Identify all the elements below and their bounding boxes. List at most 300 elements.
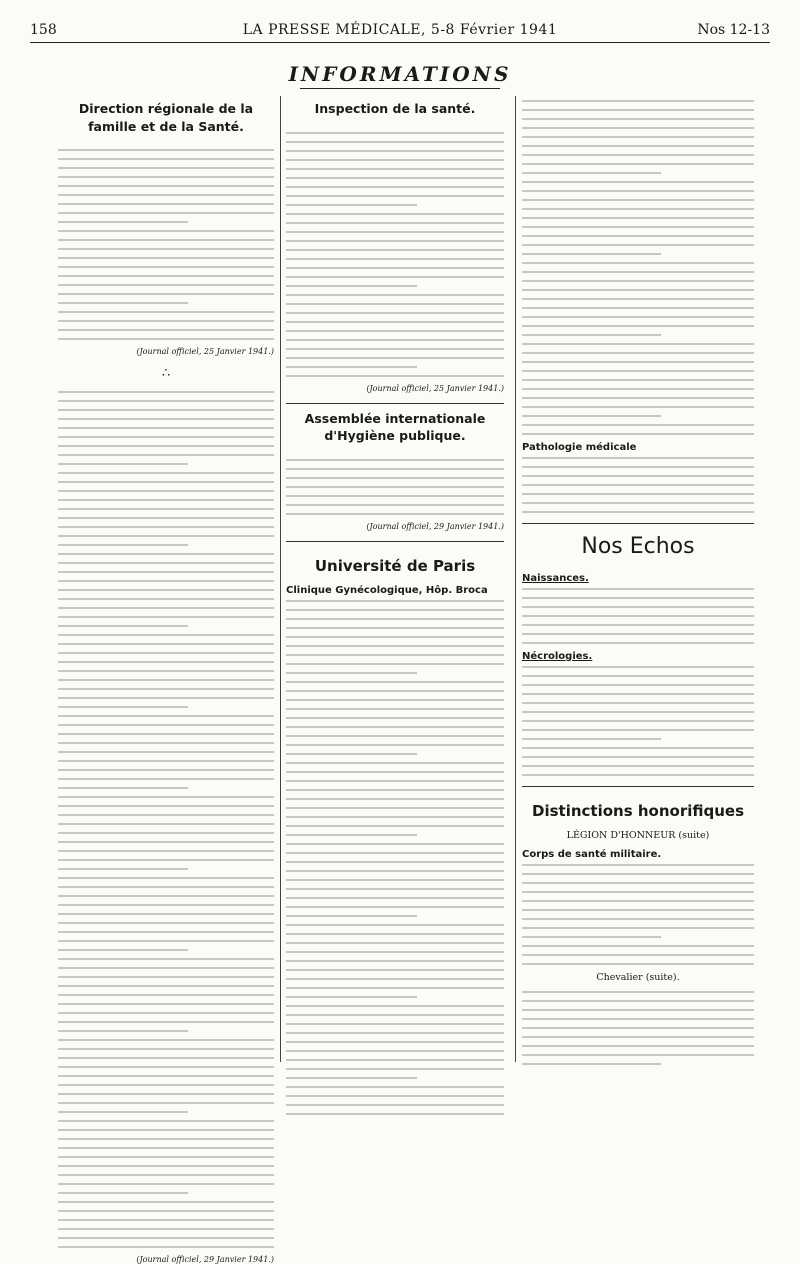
column-1	[58, 96, 274, 1264]
text-line	[58, 553, 274, 555]
text-line	[286, 1032, 504, 1034]
text-line	[286, 1086, 504, 1088]
text-line	[522, 1045, 754, 1047]
text-line	[286, 726, 504, 728]
text-line	[58, 1219, 274, 1221]
text-line	[286, 240, 504, 242]
text-line	[58, 661, 274, 663]
text-line	[58, 517, 274, 519]
text-line	[58, 1093, 274, 1095]
text-line	[522, 136, 754, 138]
text-line	[522, 244, 754, 246]
text-line	[522, 597, 754, 599]
text-line	[522, 633, 754, 635]
text-line	[286, 339, 504, 341]
text-line	[522, 457, 754, 459]
text-line	[286, 708, 504, 710]
text-line	[522, 298, 754, 300]
text-line	[286, 735, 504, 737]
text-line	[522, 370, 754, 372]
body-text-block	[286, 459, 504, 515]
text-line	[58, 508, 274, 510]
text-line	[522, 334, 661, 336]
text-line	[522, 738, 661, 740]
text-line	[286, 825, 504, 827]
text-line	[522, 1054, 754, 1056]
text-line	[522, 253, 661, 255]
text-line	[58, 823, 274, 825]
text-line	[522, 927, 754, 929]
text-line	[286, 879, 504, 881]
title-rule	[300, 88, 500, 89]
text-line	[286, 459, 504, 461]
text-line	[286, 195, 504, 197]
text-line	[58, 1165, 274, 1167]
text-line	[286, 1059, 504, 1061]
text-line	[286, 222, 504, 224]
text-line	[58, 284, 274, 286]
text-line	[522, 262, 754, 264]
text-line	[58, 580, 274, 582]
text-line	[58, 562, 274, 564]
text-line	[286, 627, 504, 629]
text-line	[58, 1201, 274, 1203]
text-line	[58, 877, 274, 879]
text-line	[58, 733, 274, 735]
text-line	[58, 724, 274, 726]
text-line	[522, 280, 754, 282]
heading-direction-regionale: Direction régionale de la famille et de la Santé.	[78, 101, 254, 134]
text-line	[58, 221, 188, 223]
text-line	[286, 231, 504, 233]
heading-universite-paris: Université de Paris	[314, 556, 476, 575]
text-line	[522, 316, 754, 318]
text-line	[522, 588, 754, 590]
text-line	[522, 606, 754, 608]
text-line	[522, 226, 754, 228]
text-line	[286, 1077, 417, 1079]
text-line	[286, 1014, 504, 1016]
text-line	[58, 1057, 274, 1059]
separator-rule	[286, 541, 504, 542]
text-line	[58, 544, 188, 546]
text-line	[58, 1246, 274, 1248]
text-line	[522, 415, 661, 417]
text-line	[286, 486, 504, 488]
text-line	[58, 1048, 274, 1050]
text-line	[522, 765, 754, 767]
text-line	[286, 375, 504, 377]
text-line	[286, 699, 504, 701]
text-line	[522, 918, 754, 920]
text-line	[286, 717, 504, 719]
text-line	[286, 312, 504, 314]
text-line	[58, 778, 274, 780]
text-line	[522, 325, 754, 327]
text-line	[286, 762, 504, 764]
text-line	[286, 348, 504, 350]
body-text-block	[58, 149, 274, 340]
text-line	[286, 816, 504, 818]
text-line	[286, 969, 504, 971]
text-line	[58, 149, 274, 151]
text-line	[286, 789, 504, 791]
body-text-block	[522, 588, 754, 644]
source-citation: (Journal officiel, 29 Janvier 1941.)	[136, 1255, 274, 1264]
text-line	[286, 807, 504, 809]
text-line	[58, 436, 274, 438]
issue-number: Nos 12-13	[697, 22, 770, 38]
text-line	[58, 418, 274, 420]
text-line	[522, 208, 754, 210]
text-line	[286, 303, 504, 305]
text-line	[522, 900, 754, 902]
source-citation: (Journal officiel, 29 Janvier 1941.)	[366, 521, 504, 531]
text-line	[58, 670, 274, 672]
separator-rule	[286, 403, 504, 404]
text-line	[58, 1066, 274, 1068]
body-text-block	[522, 864, 754, 965]
text-line	[58, 940, 274, 942]
text-line	[286, 213, 504, 215]
text-line	[58, 976, 274, 978]
text-line	[286, 942, 504, 944]
page-number: 158	[30, 22, 57, 38]
text-line	[286, 987, 504, 989]
text-line	[58, 320, 274, 322]
text-line	[522, 154, 754, 156]
text-line	[522, 352, 754, 354]
source-citation: (Journal officiel, 25 Janvier 1941.)	[366, 383, 504, 393]
text-line	[286, 636, 504, 638]
text-line	[286, 753, 417, 755]
text-line	[286, 933, 504, 935]
text-line	[522, 163, 754, 165]
text-line	[58, 293, 274, 295]
text-line	[522, 397, 754, 399]
body-text-block	[286, 600, 504, 1115]
text-line	[58, 302, 188, 304]
text-line	[58, 625, 188, 627]
text-line	[522, 720, 754, 722]
text-line	[522, 511, 754, 513]
text-line	[286, 834, 417, 836]
text-line	[522, 235, 754, 237]
text-line	[522, 379, 754, 381]
text-line	[58, 787, 188, 789]
legion-honneur-label: LÉGION D'HONNEUR (suite)	[566, 829, 710, 841]
text-line	[58, 598, 274, 600]
text-line	[286, 1068, 504, 1070]
text-line	[58, 607, 274, 609]
text-line	[522, 666, 754, 668]
text-line	[286, 366, 417, 368]
text-line	[58, 472, 274, 474]
text-line	[58, 1102, 274, 1104]
text-line	[58, 311, 274, 313]
text-line	[286, 1041, 504, 1043]
source-citation: (Journal officiel, 25 Janvier 1941.)	[136, 347, 274, 356]
subheading-clinique-gynecologique: Clinique Gynécologique, Hôp. Broca	[286, 584, 488, 596]
text-line	[58, 1120, 274, 1122]
text-line	[58, 805, 274, 807]
text-line	[522, 642, 754, 644]
separator-rule	[522, 523, 754, 524]
text-line	[58, 571, 274, 573]
text-line	[286, 1005, 504, 1007]
text-line	[522, 1018, 754, 1020]
text-line	[286, 330, 504, 332]
text-line	[522, 936, 661, 938]
text-line	[286, 276, 504, 278]
text-line	[286, 141, 504, 143]
text-line	[286, 1104, 504, 1106]
text-line	[58, 212, 274, 214]
text-line	[286, 690, 504, 692]
section-ornament: ∴	[161, 366, 171, 381]
text-line	[58, 445, 274, 447]
text-line	[58, 1030, 188, 1032]
text-line	[286, 951, 504, 953]
text-line	[58, 1021, 274, 1023]
text-line	[58, 634, 274, 636]
text-line	[286, 321, 504, 323]
text-line	[286, 150, 504, 152]
text-line	[58, 194, 274, 196]
text-line	[522, 693, 754, 695]
text-line	[58, 652, 274, 654]
column-2	[286, 96, 504, 1062]
text-line	[58, 203, 274, 205]
text-line	[58, 409, 274, 411]
text-line	[58, 922, 274, 924]
text-line	[522, 307, 754, 309]
text-line	[58, 1003, 274, 1005]
text-line	[522, 624, 754, 626]
text-line	[286, 978, 504, 980]
text-line	[58, 643, 274, 645]
text-line	[58, 338, 274, 340]
text-line	[58, 1183, 274, 1185]
text-line	[58, 167, 274, 169]
text-line	[522, 873, 754, 875]
text-line	[286, 504, 504, 506]
text-line	[58, 985, 274, 987]
text-line	[522, 1063, 661, 1065]
section-title: INFORMATIONS	[288, 62, 512, 86]
heading-nos-echos: Nos Echos	[581, 534, 695, 559]
heading-distinctions-honorifiques: Distinctions honorifiques	[532, 801, 744, 820]
text-line	[58, 1210, 274, 1212]
heading-assemblee-hygiene: Assemblée internationale d'Hygiène publique.	[304, 410, 486, 443]
text-line	[58, 715, 274, 717]
body-text-block	[286, 132, 504, 377]
text-line	[58, 1075, 274, 1077]
text-line	[58, 1084, 274, 1086]
text-line	[522, 954, 754, 956]
text-line	[286, 495, 504, 497]
text-line	[522, 433, 754, 435]
text-line	[58, 958, 274, 960]
text-line	[58, 535, 274, 537]
text-line	[286, 915, 417, 917]
text-line	[58, 706, 188, 708]
text-line	[522, 711, 754, 713]
text-line	[58, 850, 274, 852]
text-line	[522, 747, 754, 749]
text-line	[522, 945, 754, 947]
text-line	[522, 484, 754, 486]
text-line	[286, 177, 504, 179]
text-line	[58, 1237, 274, 1239]
text-line	[286, 906, 504, 908]
text-line	[286, 600, 504, 602]
text-line	[522, 1009, 754, 1011]
text-line	[58, 266, 274, 268]
text-line	[286, 204, 417, 206]
text-line	[58, 913, 274, 915]
text-line	[522, 181, 754, 183]
text-line	[58, 499, 274, 501]
text-line	[58, 967, 274, 969]
text-line	[58, 454, 274, 456]
text-line	[58, 158, 274, 160]
text-line	[286, 681, 504, 683]
text-line	[58, 994, 274, 996]
text-line	[58, 230, 274, 232]
body-text-block	[58, 391, 274, 1248]
text-line	[522, 774, 754, 776]
text-line	[58, 886, 274, 888]
body-text-block	[522, 991, 754, 1065]
text-line	[286, 897, 504, 899]
text-line	[58, 1012, 274, 1014]
text-line	[58, 526, 274, 528]
text-line	[522, 271, 754, 273]
text-line	[286, 1095, 504, 1097]
text-line	[58, 275, 274, 277]
text-line	[58, 176, 274, 178]
text-line	[58, 1138, 274, 1140]
separator-rule	[522, 786, 754, 787]
text-line	[58, 832, 274, 834]
text-line	[286, 861, 504, 863]
text-line	[522, 756, 754, 758]
text-line	[522, 493, 754, 495]
text-line	[286, 960, 504, 962]
text-line	[58, 400, 274, 402]
text-line	[58, 616, 274, 618]
text-line	[522, 891, 754, 893]
text-line	[58, 688, 274, 690]
text-line	[286, 618, 504, 620]
page-header	[30, 22, 770, 43]
text-line	[58, 742, 274, 744]
text-line	[286, 663, 504, 665]
text-line	[522, 361, 754, 363]
text-line	[58, 1039, 274, 1041]
text-line	[58, 391, 274, 393]
text-line	[522, 675, 754, 677]
column-divider	[515, 96, 516, 1062]
text-line	[286, 249, 504, 251]
text-line	[58, 814, 274, 816]
text-line	[286, 294, 504, 296]
text-line	[286, 285, 417, 287]
text-line	[522, 100, 754, 102]
text-line	[286, 771, 504, 773]
text-line	[286, 357, 504, 359]
text-line	[286, 609, 504, 611]
body-text-block	[522, 457, 754, 513]
text-line	[286, 996, 417, 998]
text-line	[522, 109, 754, 111]
heading-inspection-sante: Inspection de la santé.	[314, 101, 476, 116]
text-line	[58, 1192, 188, 1194]
label-necrologies: Nécrologies.	[522, 650, 593, 662]
text-line	[522, 388, 754, 390]
text-line	[58, 895, 274, 897]
masthead: LA PRESSE MÉDICALE, 5-8 Février 1941	[242, 22, 558, 38]
text-line	[522, 475, 754, 477]
chevalier-label: Chevalier (suite).	[596, 971, 680, 983]
text-line	[286, 870, 504, 872]
text-line	[522, 343, 754, 345]
text-line	[58, 949, 188, 951]
text-line	[58, 1156, 274, 1158]
text-line	[58, 427, 274, 429]
text-line	[522, 702, 754, 704]
text-line	[522, 1000, 754, 1002]
text-line	[58, 1111, 188, 1113]
text-line	[58, 1174, 274, 1176]
text-line	[522, 1036, 754, 1038]
text-line	[522, 684, 754, 686]
text-line	[286, 780, 504, 782]
text-line	[522, 502, 754, 504]
text-line	[286, 888, 504, 890]
text-line	[286, 852, 504, 854]
text-line	[286, 645, 504, 647]
text-line	[522, 199, 754, 201]
text-line	[286, 798, 504, 800]
text-line	[286, 843, 504, 845]
text-line	[58, 796, 274, 798]
text-line	[522, 127, 754, 129]
text-line	[58, 904, 274, 906]
text-line	[522, 882, 754, 884]
text-line	[286, 924, 504, 926]
text-line	[58, 329, 274, 331]
text-line	[286, 186, 504, 188]
text-line	[522, 172, 661, 174]
text-line	[522, 217, 754, 219]
text-line	[58, 751, 274, 753]
body-text-block	[522, 100, 754, 435]
text-line	[58, 1147, 274, 1149]
text-line	[58, 481, 274, 483]
text-line	[522, 406, 754, 408]
text-line	[522, 864, 754, 866]
text-line	[286, 132, 504, 134]
text-line	[58, 1129, 274, 1131]
text-line	[58, 868, 188, 870]
text-line	[286, 468, 504, 470]
text-line	[522, 1027, 754, 1029]
text-line	[58, 185, 274, 187]
text-line	[58, 679, 274, 681]
text-line	[286, 1113, 504, 1115]
